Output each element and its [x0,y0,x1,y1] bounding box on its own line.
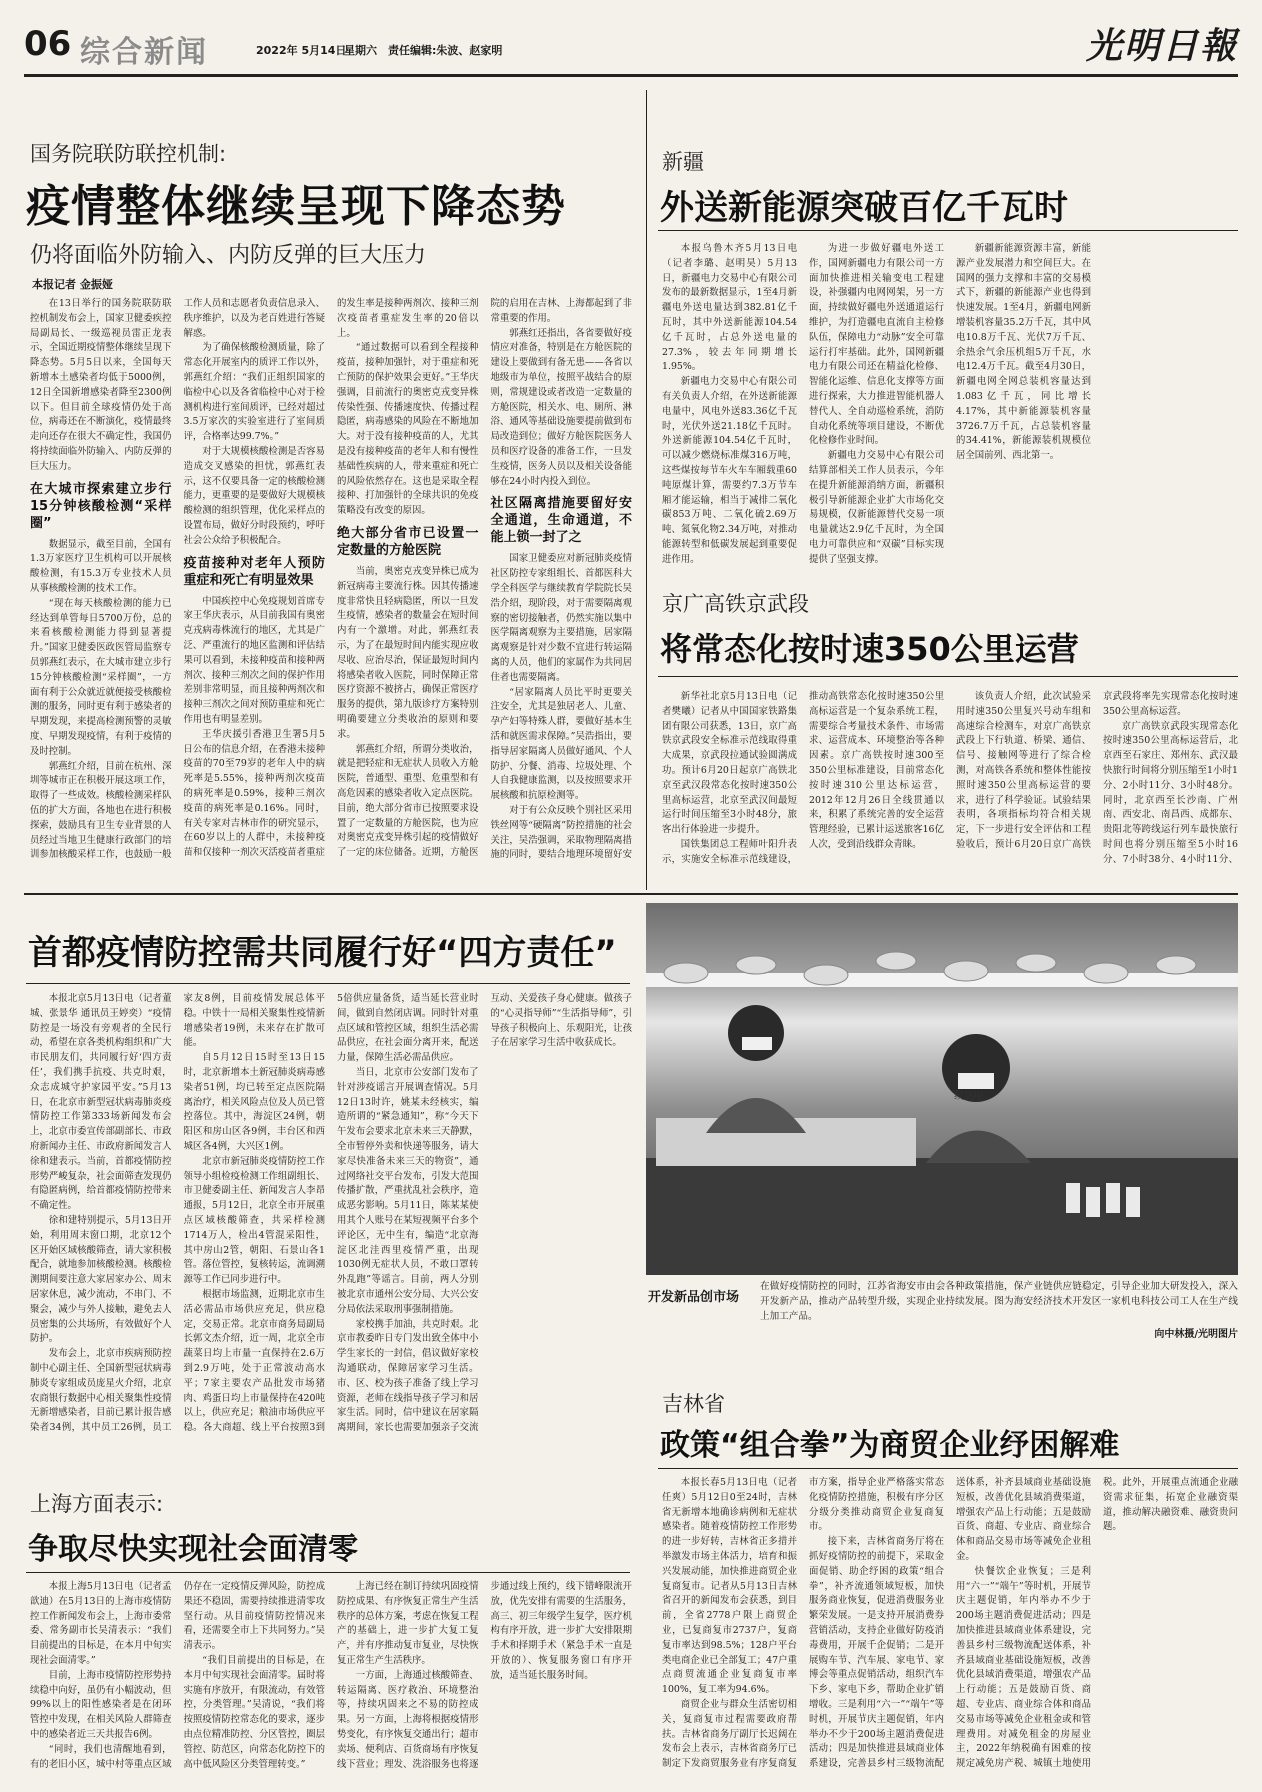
article-subhead: 在大城市探索建立步行15分钟核酸检测“采样圈” [30,481,172,531]
article-paragraph: 本报乌鲁木齐5月13日电（记者李璐、赵明昊）5月13日，新疆电力交易中心有限公司发布的最新数据显示，1至4月新疆电外送电量达到382.81亿千瓦时，其中外送新能源104.54亿千瓦时，占总外送电量的27.3%，较去年同期增长1.95%。 [662,243,797,373]
factory-workers-illustration [646,903,1238,1275]
article-paragraph: 新疆电力交易中心有限公司有关负责人介绍，在外送新能源电量中，风电外送83.36亿千瓦时，光伏外送21.18亿千瓦时。外送新能源104.54亿千瓦时，可以减少燃烧标准煤316万吨，这些煤按每节车火车车厢载重60吨原煤计算，需要约7.3万节车厢才能运输，相当于减排二氧化碳853万吨、二氧化硫2.69万吨、氮氧化物2.34万吨，对推动能源转型和低碳发展起到重要促进作用。 [662,376,797,565]
article-paragraph: 郭燕红还指出，各省要做好疫情应对准备，特别是在方舱医院的建设上要做到有备无患——各省以地级市为单位，按照平战结合的原则，常规建设或者改造一定数量的方舱医院，相关水、电、厕所、淋浴、通风等基础设施要提前做到布局改造到位；做好方舱医院医务人员和医疗设备的准备工作，一旦发生疫情，医务人员以及相关设备能够在24小时内投入到位。 [490,327,632,487]
article-paragraph: 为了确保核酸检测质量，除了常态化开展室内的质评工作以外，郭燕红介绍：“我们正组织国家的临检中心以及各省临检中心对于检测机构进行室间质评，已经对超过3.5万家次的实验室进行了室间质评，合格率达99.7%。” [183,342,325,443]
article-paragraph: 当前，奥密克戎变异株已成为新冠病毒主要流行株。因其传播速度非常快且轻病隐匿，所以一旦发生疫情，感染者的数量会在短时间内有一个激增。对此，郭燕红表示，为了在最短时间内能实现应收尽收、应治尽治，保证最短时间内将感染者收入医院，同时保障正常医疗资源不被挤占，确保正常医疗服务的提供，第九版诊疗方案特别明确要建立分类收治的原则和要求。 [337,565,479,740]
a5-body [662,1476,1238,1776]
a4-rule [26,983,630,984]
article-paragraph: 根据市场监测，近期北京市生活必需品市场供应充足，供应稳定，交易正常。北京市商务局副局长郭文杰介绍，近一周，北京全市蔬菜日均上市量一直保持在2.6万到2.9万吨，处于正常波动高水平；7家主要农产品批发市场猪肉、鸡蛋日均上市量保持在420吨以上，供应充足；粮油市场供应平稳。各大商超、线上平台按照3到5倍供应量备货，适当延长营业时间，做到自然闭店调。同时针对重点区域和管控区域，组织生活必需品供应，在社会面分离开来，配送力量，保障生活必需品供应。 [183,993,479,1434]
article-paragraph: 该负责人介绍，此次试验采用时速350公里复兴号动车组和高速综合检测车，对京广高铁京武段上下行轨道、桥梁、通信、信号、接触网等进行了综合检测，对高铁各系统和整体性能按照时速350公里高标运营的要求，进行了科学验证。试验结果表明，各项指标均符合相关规定，下一步进行安全评估和工程验收后，预计6月20日京广高铁京武段将率先实现常态化按时速350公里高标运营。 [956,691,1238,850]
article-paragraph: 新疆电力交易中心有限公司结算部相关工作人员表示，今年在提升新能源消纳方面，新疆积极引导新能源企业扩大市场化交易规模，仅新能源替代交易一项电量就达2.9亿千瓦时，为全国电力可靠供应和“双碳”目标实现提供了坚强支撑。 [809,450,944,565]
article-paragraph: 王华庆援引香港卫生署5月5日公布的信息介绍，在香港未接种疫苗的70至79岁的老年人中的病死率是5.55%，接种两剂次疫苗的病死率是0.59%，接种三剂次疫苗的病死率是0.16%。同时，有关专家对吉林市作的研究显示，在60岁以上的人群中，未接种疫苗和仅接种一剂次灭活疫苗者重症的发生率是接种两剂次、接种三剂次疫苗者重症发生率的20倍以上。 [183,298,479,859]
article-paragraph: 当日，北京市公安部门发布了针对涉疫谣言开展调查情况。5月12日13时许，姚某未经核实，编造所谓的“紧急通知”，称“今天下午发布会要求北京未来三天静默，全市暂停外卖和快递等服务，请大家尽快准备未来三天的物资”，通过网络社交平台发布，引发大范围传播扩散，严重扰乱社会秩序，造成恶劣影响。5月11日，陈某某使用其个人账号在某短视频平台多个评论区，无中生有，编造“北京海淀区北洼西里疫情严重，出现1030例无症状人员，不敢口罩转外乱跑”等谣言。目前，两人分别被北京市通州公安分局、大兴公安分局依法采取刑事强制措施。 [337,1066,479,1315]
article-paragraph: 自5月12日15时至13日15时，北京新增本土新冠肺炎病毒感染者51例，均已转至定点医院隔离治疗，相关风险点位及人员已管控落位。其中，海淀区24例，朝阳区和房山区各9例，丰台区和西城区各4例，大兴区1例。 [183,1052,325,1152]
article-paragraph: 目前，上海市疫情防控形势持续稳中向好，虽仍有小幅波动，但99%以上的阳性感染者是在闭环管控中发现，在相关风险人群筛查中的感染者近三天共报告6例。 [30,1669,172,1740]
article-paragraph: 郭燕红介绍，所谓分类收治，就是把轻症和无症状人员收入方舱医院，普通型、重型、危重型和有高危因素的感染者收入定点医院。目前，绝大部分省市已按照要求设置了一定数量的方舱医院，也为应对奥密克戎变异株引起的疫情做好了一定的床位储备。近期，方舱医院的启用在吉林、上海都起到了非常重要的作用。 [337,298,632,859]
photo-watermark: 纹达电 [954,1091,984,1102]
article-paragraph: 接下来，吉林省商务厅将在抓好疫情防控的前提下，采取金面促销、助企纾困的政策“组合拳”，补齐流通领域短板，加快服务商业恢复，促进消费服务业繁荣发展。一是支持开展消费券营销活动，支持企业做好防疫消毒费用，开展千企促销；二是开展购车节、汽车展、家电节、家博会等重点促销活动，组织汽车下乡、家电下乡，帮助企业扩销增收。三是利用“六一”“端午”等时机，开展节庆主题促销，年内举办不少于200场主题消费促进活动；四是加快推进县域商业体系建设，完善县乡村三级物流配送体系，补齐县域商业基础设施短板，改善优化县域消费渠道，增强农产品上行动能；五是鼓励百货、商超、专业店、商业综合体和商品交易市场等减免企业租金。 [809,1477,1091,1770]
article-paragraph: 徐和建特别提示，5月13日开始，利用周末窗口期，北京12个区开始区域核酸筛查，请大家积极配合，就地参加核酸检测。核酸检测期间要注意大家居家办公、周末居家休息，减少流动，不串门、不聚会，减少与外人接触，避免去人员密集的公共场所，有效做好个人防护。 [30,1214,172,1345]
section-title: 综合新闻 [80,35,208,70]
article-paragraph: 在13日举行的国务院联防联控机制发布会上，国家卫健委疾控局副局长、一级巡视员雷正龙表示，全国近期疫情整体继续呈现下降态势。5月5日以来，全国每天新增本土感染者均低于5000例，12日全国新增感染者降至2300例以下。但目前全球疫情仍处于高位，病毒还在不断演化，疫情最终走向还存在很大不确定性，我国仍将持续面临外防输入、内防反弹的巨大压力。 [30,298,172,472]
a1-subtitle: 仍将面临外防输入、内防反弹的巨大压力 [30,243,427,268]
a3-rule [658,676,1238,677]
article-paragraph: 本报北京5月13日电（记者董城、张景华 通讯员王婷奕）“疫情防控是一场没有旁观者的全民行动，希望在京各类机构组织和广大市民朋友们，共同履行好‘四方责任’，我们携手抗疫、共克时艰，众志成城守护家园平安。”5月13日，在北京市新型冠状病毒肺炎疫情防控工作第333场新闻发布会上，北京市委宣传部副部长、市政府新闻办主任、市政府新闻发言人徐和建表示。当前，首都疫情防控形势严峻复杂，社会面筛查发现仍有隐匿病例，给首都疫情防控带来不确定性。 [30,993,172,1212]
article-subhead: 疫苗接种对老年人预防重症和死亡有明显效果 [183,555,325,588]
article-paragraph: “通过数据可以看到全程接种疫苗，接种加强针，对于重症和死亡预防的保护效果会更好。”王华庆强调，目前流行的奥密克戎变异株传染性强、传播速度快、传播过程隐匿，病毒感染的风险在不断地加大。对于没有接种疫苗的人，尤其是没有接种疫苗的老年人和有慢性基础性疾病的人，带来重症和死亡的风险依然存在。这也是采取全程接种、打加强针的全球共识的免疫策略没有改变的原因。 [337,342,479,517]
a3-body [662,690,1238,880]
article-subhead: 绝大部分省市已设置一定数量的方舱医院 [337,525,479,558]
editors: 责任编辑:朱波、赵家明 [388,44,503,57]
a3-headline: 将常态化按时速350公里运营 [660,630,1079,668]
article-paragraph: 对于大规模核酸检测是否容易造成交叉感染的担忧，郭燕红表示，这不仅要具备一定的核酸检测能力，更重要的是要做好大规模核酸检测的组织管理，优化采样点的设置布局，做好分时段预约，呼吁社会公众给予积极配合。 [183,445,325,546]
section-divider [24,893,1238,895]
article-paragraph: 发布会上，北京市疾病预防控制中心副主任、全国新型冠状病毒肺炎专家组成员庞星火介绍，北京农商银行数据中心相关聚集性疫情无新增感染者，目前已累计报告感染者34例，其中员工26例，员工家友8例，目前疫情发展总体平稳。中铁十一局相关聚集性疫情新增感染者19例，未来存在扩散可能。 [30,993,325,1434]
masthead-rule [24,74,1238,77]
article-paragraph: 本报长春5月13日电（记者任爽）5月12日0至24时，吉林省无新增本地确诊病例和无症状感染者。随着疫情防控工作形势的进一步好转，吉林省正多措并举激发市场主体活力，培育和振兴发展动能，加快推进商贸企业复商复市。记者从5月13日吉林省召开的新闻发布会获悉，到目前，全省2778户限上商贸企业，已复商复市2737户，复商复市率达到98.5%；128户平台类电商企业已全部复工；47户重点商贸流通企业复商复市率100%，复工率为94.6%。 [662,1477,797,1696]
a6-kicker: 上海方面表示: [30,1492,164,1516]
a2-headline: 外送新能源突破百亿千瓦时 [660,188,1068,228]
issue-date: 2022年 5月14日 [256,44,347,57]
column-rule-top [646,90,647,890]
a5-rule [658,1468,1238,1469]
article-paragraph: 本报上海5月13日电（记者孟歆迪）在5月13日的上海市疫情防控工作新闻发布会上，上海市委常委、常务副市长吴清表示：“我们目前提出的目标是，在本月中旬实现社会面清零。” [30,1581,172,1666]
article-paragraph: 对于有公众反映个别社区采用铁丝网等“硬隔离”防控措施的社会关注，吴浩强调，采取物理隔离措施的同时，要结合地理环境留好安 [490,804,632,861]
article-paragraph: 国家卫健委应对新冠肺炎疫情社区防控专家组组长、首都医科大学全科医学与继续教育学院院长吴浩介绍，现阶段，对于需要隔离观察的密切接触者，仍然实施以集中医学隔离观察为主要措施，居家隔离观察是针对少数不宜进行转运隔离的人员，他们的家属作为共同居住者也需要隔离。 [490,553,632,683]
a5-kicker: 吉林省 [662,1392,725,1416]
article-paragraph: 数据显示，截至目前，全国有1.3万家医疗卫生机构可以开展核酸检测，有15.3万专业技术人员从事核酸检测的技术工作。 [30,538,172,594]
article-paragraph: 北京市新冠肺炎疫情防控工作领导小组检疫检测工作组副组长、市卫健委副主任、新闻发言人李昂通报，5月12日，北京全市开展重点区域核酸筛查，共采样检测1714万人，检出4管混采阳性，其中房山2管，朝阳、石景山各1管。落位管控，复核转运，流调溯源等工作已同步进行中。 [183,1155,325,1286]
article-paragraph: 快餐饮企业恢复；三是利用“六一”“端午”等时机，开展节庆主题促销，年内举办不少于200场主题消费促进活动；四是加快推进县域商业体系建设，完善县乡村三级物流配送体系，补齐县域商业基础设施短板，改善优化县域消费渠道，增强农产品上行动能；五是鼓励百货、商超、专业店、商业综合体和商品交易市场等减免企业租金或和管理费用。对减免租金的房屋业主，2022年纳税确有困难的按规定减免房产税、城镇土地使用税。此外，开展重点流通企业融资需求征集，拓宽企业融资渠道，推动解决融资难、融资贵问题。 [956,1477,1238,1770]
a4-headline: 首都疫情防控需共同履行好“四方责任” [28,933,617,973]
photo-caption: 在做好疫情防控的同时，江苏省海安市由会各种政策措施，保产业链供应链稳定，引导企业加大研发投入，深入开发新产品，推动产品转型升级，实现企业持续发展。图为海安经济技术开发区一家机电科技公司工人在生产线上加工产品。 [760,1281,1238,1322]
a1-body [30,297,632,867]
article-paragraph: 新疆新能源资源丰富，新能源产业发展潜力和空间巨大。在国网的强力支撑和丰富的交易模式下，新疆的新能源产业也得到快速发展。1至4月，新疆电网新增装机容量35.2万千瓦，其中风电10.8万千瓦、光伏7万千瓦、余热余气余压机组5万千瓦，水电12.4万千瓦。截至4月30日，新疆电网全网总装机容量达到1.083亿千瓦，同比增长4.17%，其中新能源装机容量3726.7万千瓦，占总装机容量的34.41%，新能源装机规模位居全国前列、西北第一。 [956,243,1091,462]
article-paragraph: 京广高铁京武段实现常态化按时速350公里高标运营后，北京西至石家庄、郑州东、武汉最快旅行时间将分别压缩至1小时1分、2小时11分、3小时48分。同时，北京西至长沙南、广州南、西安北、南昌西、成都东、贵阳北等跨线运行列车最快旅行时间也将分别压缩至5小时16分、7小时38分、4小时11分、 [1103,720,1238,865]
issue-weekday: 星期六 [344,44,377,57]
a2-body [662,242,1238,568]
article-paragraph: “同时，我们也清醒地看到，有的老旧小区，城中村等重点区域仍存在一定疫情反弹风险，防控成果还不稳固，需要持续推进清零攻坚行动。从目前疫情防控情况来看，还需要全市上下共同努力。”吴清表示。 [30,1581,325,1770]
article-paragraph: 新华社北京5月13日电（记者樊曦）记者从中国国家铁路集团有限公司获悉，13日，京广高铁京武段安全标准示范线取得重大成果，京武段拉通试验圆满成功。预计6月20日起京广高铁北京至武汉段常态化按时速350公里高标运营，北京至武汉间最短运行时间压缩至3小时48分，旅客出行体验进一步提升。 [662,691,797,836]
masthead [24,18,1238,70]
a1-headline: 疫情整体继续呈现下降态势 [26,181,566,232]
page-number: 06 [24,24,72,64]
a6-body [30,1580,632,1776]
news-photo [646,903,1238,1275]
article-paragraph: 商贸企业与群众生活密切相关，复商复市过程需要政府帮扶。吉林省商务厅副厅长迟阔在发布会上表示，吉林省商务厅已制定下发商贸服务业有序复商复市方案，指导企业严格落实常态化疫情防控措施，积极有序分区分级分类推动商贸企业复商复市。 [662,1477,944,1770]
a5-headline: 政策“组合拳”为商贸企业纾困解难 [660,1428,1120,1463]
article-paragraph: 为进一步做好疆电外送工作，国网新疆电力有限公司一方面加快推进相关输变电工程建设，补强疆内电网网架，另一方面，持续做好疆电外送通道运行维护，为打造疆电直流自主检修队伍，保障电力“动脉”安全可靠运行打牢基础。此外，国网新疆电力有限公司还在精益化检修、智能化运维、信息化支撑等方面进行探索，大力推进智能机器人替代人、全自动巡检系统，消防自动化系统等项目建设，不断优化检修作业时间。 [809,243,944,447]
article-paragraph: 中国疾控中心免疫规划首席专家王华庆表示，从目前我国有奥密克戎病毒株流行的地区，尤其是广泛、严重流行的地区监测和评估结果可以看到，未接种疫苗和接种两剂次、接种三剂次之间的保护作用差别非常明显，而且接种两剂次和接种三剂次之间对预防重症和死亡作用也有明显差别。 [183,595,325,725]
a6-headline: 争取尽快实现社会面清零 [28,1532,358,1567]
photo-label: 开发新品创市场 [648,1290,740,1305]
a3-kicker: 京广高铁京武段 [662,592,809,616]
a2-kicker: 新疆 [662,150,704,174]
a2-rule [658,230,1238,231]
article-paragraph: “我们目前提出的目标是，在本月中旬实现社会面清零。届时将实施有序放开，有限流动，有效管控，分类管理。”吴清说，“我们将按照疫情防控常态化的要求，逐步由点位精准防控、分区管控，圈层管控、防范区，向常态化防控下的高中低风险区分类管理转变。” [183,1654,325,1770]
a1-byline: 本报记者 金振娅 [32,278,113,291]
article-paragraph: 家校携手加油，共克时艰。北京市教委昨日专门发出致全体中小学生家长的一封信，倡议做好家校沟通联动，保障居家学习生活。市、区、校为孩子准备了线上学习资源，老师在线指导孩子学习和居家生活。同时，信中建议在居家隔离期间，家长也需要加强亲子交流互动、关爱孩子身心健康。做孩子的“心灵指导师”“生活指导师”，引导孩子积极向上、乐观阳光，让孩子在居家学习生活中收获成长。 [337,993,632,1434]
a1-kicker: 国务院联防联控机制: [30,142,227,166]
article-paragraph: 郭燕红介绍，目前在杭州、深圳等城市正在积极开展这项工作，取得了一些成效。核酸检测采样队伍的扩大方面，各地也在进行积极探索，鼓励具有卫生专业背景的人员经过当地卫生健康行政部门的培训参加核酸采样工作，也鼓励一般工作人员和志愿者负责信息录入、秩序维护，以及为老百姓进行答疑解惑。 [30,298,325,861]
photo-credit: 向中林摄/光明图片 [1154,1329,1238,1340]
article-paragraph: 国铁集团总工程师叶阳升表示，实施安全标准示范线建设，推动高铁常态化按时速350公里高标运营是一个复杂系统工程，需要综合考量技术条件、市场需求、运营成本、环境整治等各种因素。京广高铁按时速300至350公里标准建设，目前常态化按时速310公里达标运营，2012年12月26日全线贯通以来，积累了系统完善的安全运营管理经验，已累计运送旅客16亿人次，受到沿线群众青睐。 [662,691,944,865]
article-subhead: 社区隔离措施要留好安全通道，生命通道，不能上锁一封了之 [490,496,632,546]
article-paragraph: “现在每天核酸检测的能力已经达到单管每日5700万份，总的来看核酸检测能力得到显著提升。”国家卫健委医政医管局监察专员郭燕红表示，在大城市建立步行15分钟核酸检测“采样圈”，一方面有利于公众就近就便接受核酸检测的服务，同时更有利于感染者的早期发现，来提高检测预警的灵敏度、早期发现疫情，有利于疫情的及时控制。 [30,597,172,757]
article-paragraph: 上海已经在制订持续巩固疫情防控成果、有序恢复正常生产生活秩序的总体方案，考虑在恢复工程产的基础上，进一步扩大复工复产，并有序推动复市复业，尽快恢复正常生产生活秩序。 [337,1581,479,1666]
a4-body [30,992,632,1450]
a6-rule [26,1572,630,1573]
article-paragraph: 一方面，上海通过核酸筛查、转运隔离、医疗救治、环境整治等，持续巩固来之不易的防控成果。另一方面，上海将根据疫情形势变化，有序恢复交通出行；超市卖场、便利店、百货商场有序恢复线下营业；理发、洗浴服务也将逐步通过线上预约，线下错峰限流开放，优先安排有需要的生活服务，高三、初三年级学生复学，医疗机构有序开放，进一步扩大安排限期手术和择期手术（紧急手术一直是开放的）、恢复服务窗口有序开放，适当延长服务时间。 [337,1581,632,1770]
newspaper-logo: 光明日報 [1085,25,1238,67]
article-paragraph: “居家隔离人员比平时更要关注安全，尤其是独居老人、儿童、孕产妇等特殊人群，要做好基本生活和就医需求保障。”吴浩指出，要指导居家隔离人员做好通风、个人防护、分餐、消毒、垃圾处理、个人自我健康监测，以及按照要求开展核酸和抗原检测等。 [490,686,632,802]
